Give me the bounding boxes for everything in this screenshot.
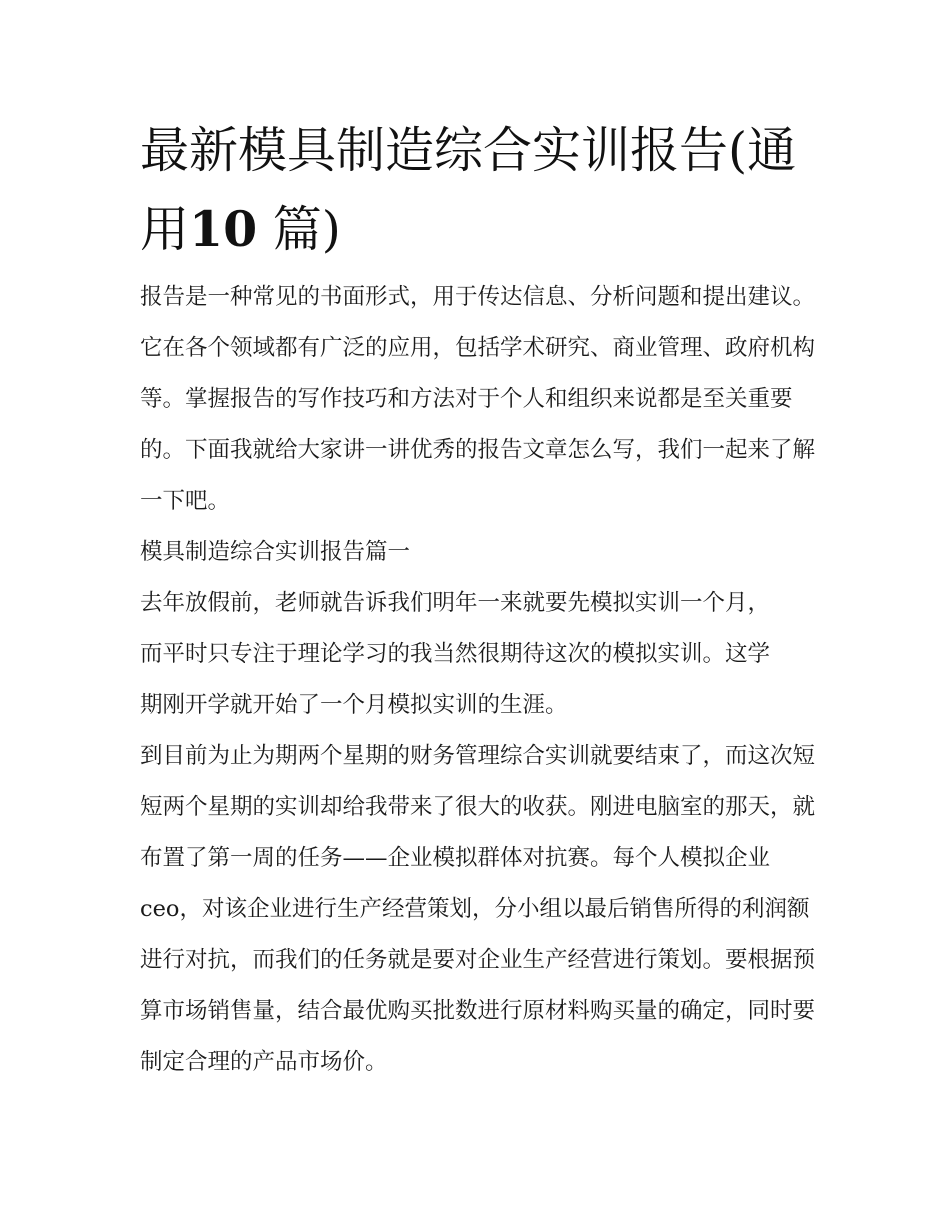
title-number: 10: [189, 200, 258, 258]
body-paragraph-1: 去年放假前，老师就告诉我们明年一来就要先模拟实训一个月，而平时只专注于理论学习的我当然很期待这次的模拟实训。这学期刚开学就开始了一个月模拟实训的生涯。: [140, 590, 771, 718]
intro-paragraph: 报告是一种常见的书面形式，用于传达信息、分析问题和提出建议。它在各个领域都有广泛的应用，包括学术研究、商业管理、政府机构等。掌握报告的写作技巧和方法对于个人和组织来说都是至关重要的。下面我就给大家讲一讲优秀的报告文章怎么写，我们一起来了解一下吧。: [140, 284, 816, 514]
document-title: [140, 112, 820, 269]
document-body: [140, 272, 815, 1088]
body-paragraph-2: 到目前为止为期两个星期的财务管理综合实训就要结束了，而这次短短两个星期的实训却给我带来了很大的收获。刚进电脑室的那天，就布置了第一周的任务——企业模拟群体对抗赛。每个人模拟企业ceo，对该企业进行生产经营策划，分小组以最后销售所得的利润额进行对抗，而我们的任务就是要对企业生产经营进行策划。要根据预算市场销售量，结合最优购买批数进行原材料购买量的确定，同时要制定合理的产品市场价。: [140, 743, 816, 1075]
title-text-end: 篇): [257, 201, 341, 258]
title-text-start: 最新模具制造综合实训报告(通: [140, 122, 797, 179]
section-heading: 模具制造综合实训报告篇一: [140, 539, 411, 565]
title-text-start-cont: 用: [140, 201, 190, 258]
